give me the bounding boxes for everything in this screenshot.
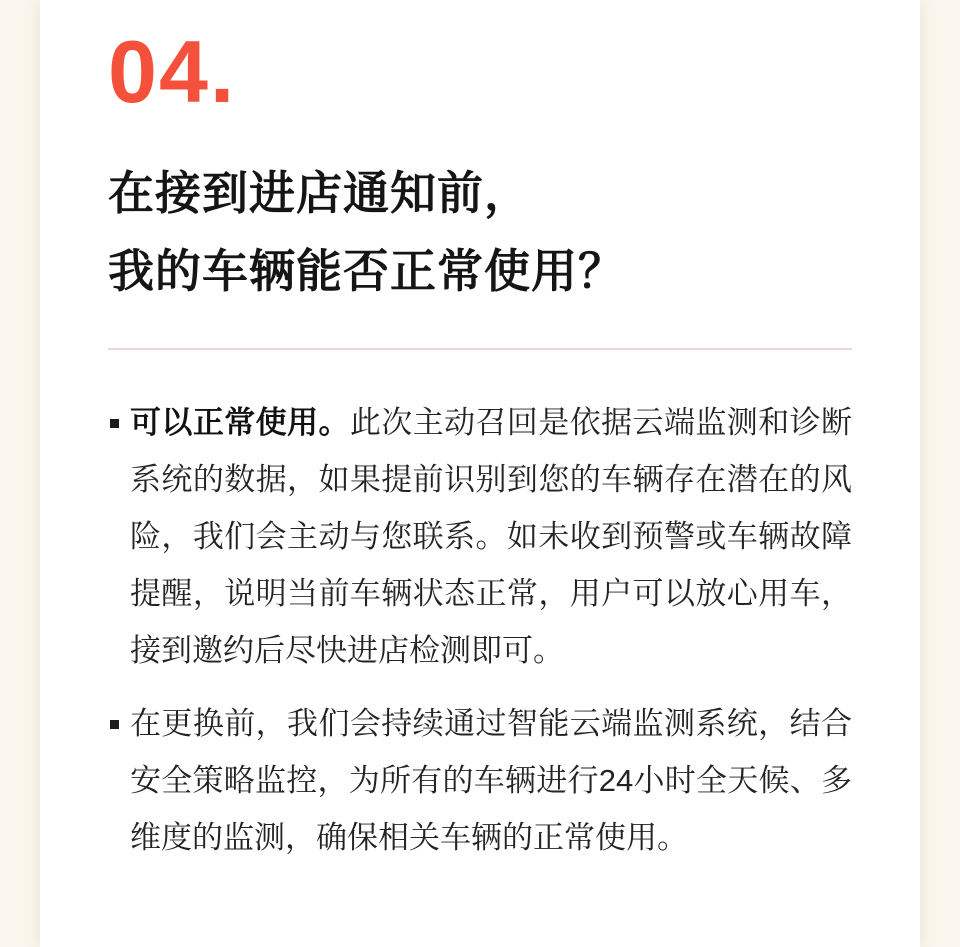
answer-text: 在更换前，我们会持续通过智能云端监测系统，结合安全策略监控，为所有的车辆进行24小时全天候、多维度的监测，确保相关车辆的正常使用。 <box>130 706 852 855</box>
answer-list <box>108 394 852 866</box>
faq-card <box>40 0 920 947</box>
question-line-1: 在接到进店通知前， <box>108 167 531 219</box>
section-number: 04. <box>108 22 237 121</box>
answer-lead-bold: 可以正常使用。 <box>130 405 350 440</box>
list-item <box>108 695 852 866</box>
bullet-square-icon <box>110 720 119 729</box>
divider-line <box>108 348 852 350</box>
question-title <box>108 154 852 310</box>
bullet-square-icon <box>110 419 119 428</box>
answer-text: 此次主动召回是依据云端监测和诊断系统的数据，如果提前识别到您的车辆存在潜在的风险，我们会主动与您联系。如未收到预警或车辆故障提醒，说明当前车辆状态正常，用户可以放心用车，接到邀约后尽快进店检测即可。 <box>130 405 853 668</box>
question-line-2: 我的车辆能否正常使用？ <box>108 245 625 297</box>
list-item <box>108 394 852 679</box>
